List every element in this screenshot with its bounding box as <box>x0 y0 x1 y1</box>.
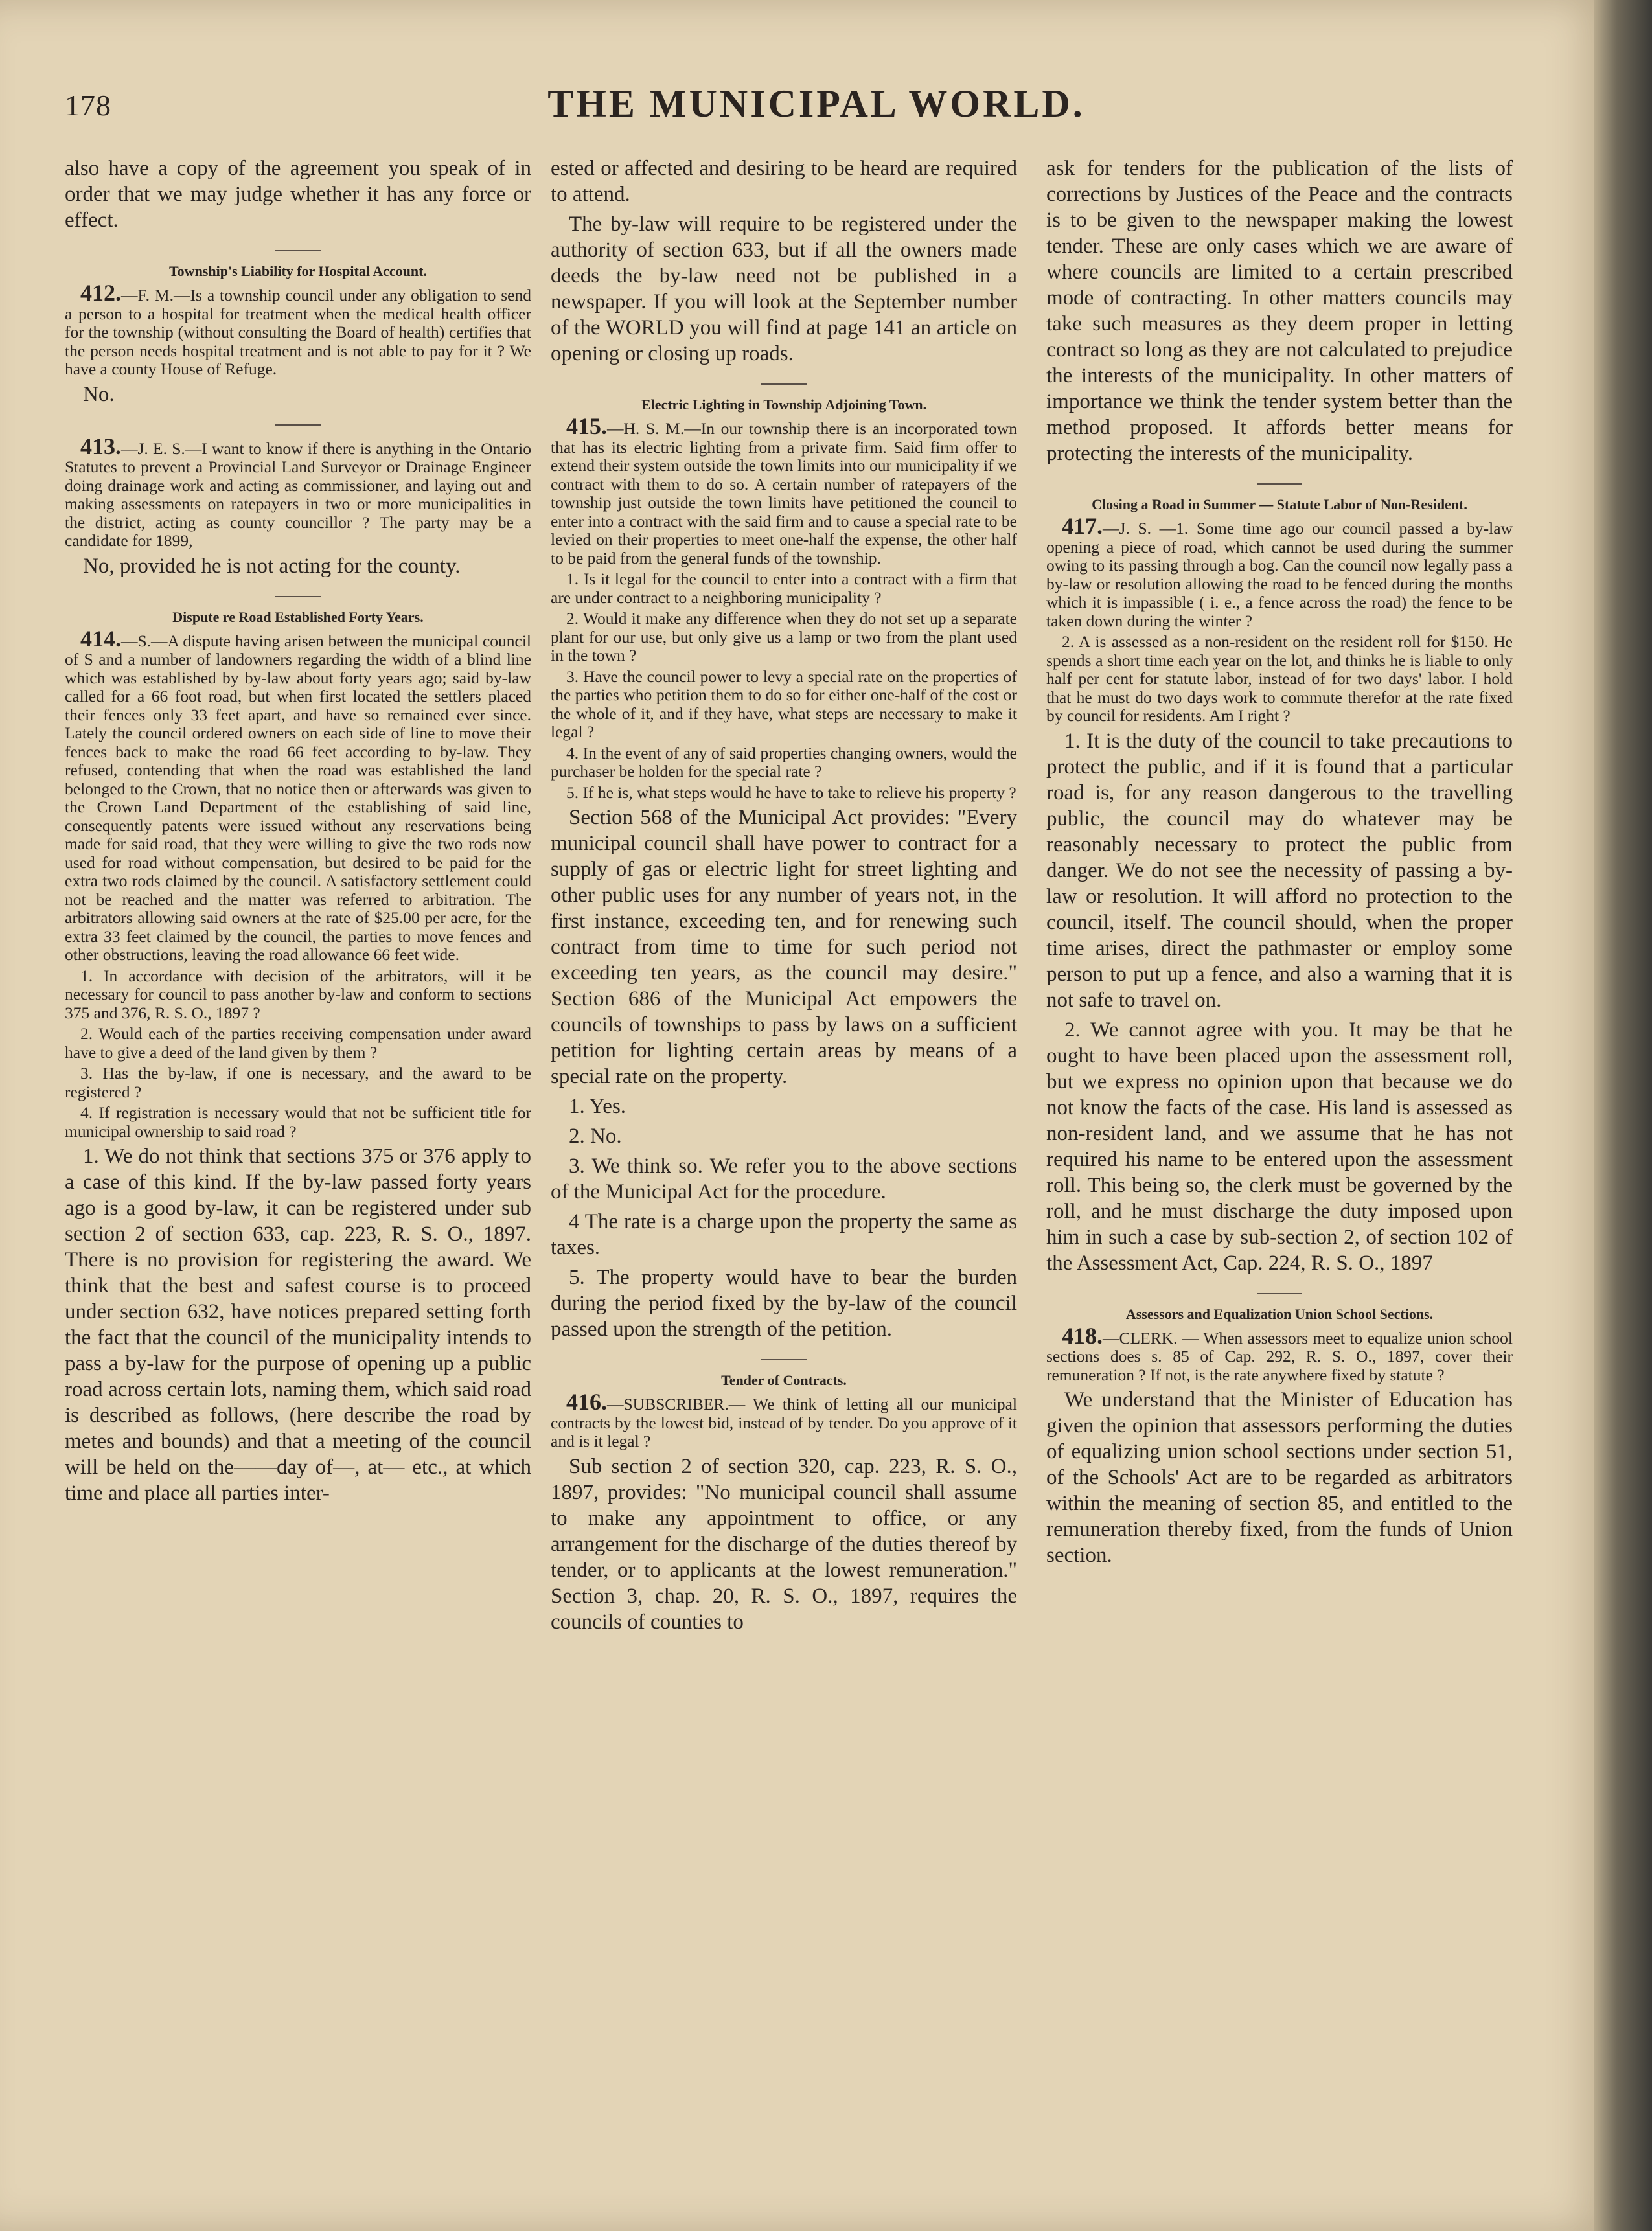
continued-paragraph: also have a copy of the agreement you speak of in order that we may judge whether it has any force or effect. <box>65 157 531 232</box>
divider <box>275 596 321 597</box>
divider <box>275 250 321 251</box>
question-414-part-1: 1. In accordance with decision of the arbitrators, will it be necessary for council to pass another by-law and conform to sections 375 and 376, R. S. O., 1897 ? <box>65 966 531 1022</box>
divider <box>761 383 807 385</box>
question-text: —J. E. S.—I want to know if there is anything in the Ontario Statutes to prevent a Provincial Land Surveyor or Drainage Engineer doing drainage work and acting as commissioner, and laying out and making assessments on ratepayers in two or more municipalities in the district, acting as county councillor ? The party may be a candidate for 1899, <box>65 439 531 550</box>
column-2 <box>551 155 1017 1639</box>
heading-414: Dispute re Road Established Forty Years. <box>172 608 424 625</box>
question-415 <box>551 413 1017 567</box>
answer-415-part-1: 1. Yes. <box>569 1095 626 1118</box>
answer-414-part-1: 1. We do not think that sections 375 or 376 apply to a case of this kind. If the by-law passed forty years ago is a good by-law, it can be registered under sub section 2 of section 633, cap. 223, R. S. O., 1897. There is no provision for registering the award. We think that the best and safest course is to proceed under section 632, have notices prepared setting forth the fact that the council of the municipality intends to pass a by-law for the purpose of opening up a public road across certain lots, naming them, which said road is described as follows, (here describe the road by metes and bounds) and that a meeting of the council will be held on the——day of—, at— etc., at which time and place all parties inter- <box>65 1145 531 1505</box>
question-text: —S.—A dispute having arisen between the municipal council of S and a number of landowners regarding the width of a blind line which was established by by-law about forty years ago; said by-law called for a 66 foot road, but when first located the settlers placed their fences only 33 feet apart, and have so remained ever since. Lately the council ordered owners on each side of line to move their fences back to make the road 66 feet according to by-law. They refused, contending that when the road was established the land belonged to the Crown, that no notice then or afterwards was given to the Crown Land Department of the establishing of said line, consequently patents were issued without any reservations being made for said road, that they were willing to give the two rods now used for road without compensation, but desired to be paid for the extra two rods claimed by the council. A satisfactory settlement could not be reached and the matter was referred to arbitration. The arbitrators allowing said owners at the rate of $25.00 per acre, for the extra 33 feet claimed by the council, the parties to move fences and other obstructions, leaving the road allowance 66 feet wide. <box>65 631 531 964</box>
answer-417-part-1: 1. It is the duty of the council to take precautions to protect the public, and if it is found that a particular road is, for any reason dangerous to the travelling public, the council may do whatever may be reasonably necessary to protect the public from danger. We do not see the necessity of passing a by-law or resolution. It will afford no protection to the council, itself. The council should, when the proper time arises, direct the pathmaster or employ some person to put up a fence, and also a warning that it is not safe to travel on. <box>1046 729 1513 1012</box>
answer-413: No, provided he is not acting for the county. <box>83 554 461 578</box>
divider <box>1257 483 1302 485</box>
question-414-part-3: 3. Has the by-law, if one is necessary, and the award to be registered ? <box>65 1064 531 1101</box>
question-text: —SUBSCRIBER.— We think of letting all our municipal contracts by the lowest bid, instead of by tender. Do you approve of it and is it legal ? <box>551 1395 1017 1450</box>
question-415-part-4: 4. In the event of any of said properties changing owners, would the purchaser be holden for the special rate ? <box>551 743 1017 781</box>
heading-418: Assessors and Equalization Union School Sections. <box>1125 1305 1434 1322</box>
heading-412: Township's Liability for Hospital Account. <box>169 263 427 279</box>
question-418 <box>1046 1322 1513 1385</box>
question-413 <box>65 433 531 551</box>
question-number: 416. <box>566 1389 607 1415</box>
journal-title: THE MUNICIPAL WORLD. <box>547 82 1085 125</box>
question-414-part-2: 2. Would each of the parties receiving compensation under award have to give a deed of the land given by them ? <box>65 1024 531 1062</box>
answer-417-part-2: 2. We cannot agree with you. It may be that he ought to have been placed upon the assessment roll, but we express no opinion upon that because we do not know the facts of the case. His land is assessed as non-resident land, and we assume that he has not required his name to be entered upon the assessment roll. This being so, the clerk must be governed by the roll, and he must discharge the duty imposed upon him in such a case by sub-section 2, of section 102 of the Assessment Act, Cap. 224, R. S. O., 1897 <box>1046 1018 1513 1275</box>
question-number: 413. <box>80 433 121 459</box>
question-text: —J. S. —1. Some time ago our council passed a by-law opening a piece of road, which cannot be used during the summer owing to its passing through a bog. Can the council now legally pass a by-law or resolution allowing the road to be fenced during the months which it is impassible ( i. e., a fence across the road) the fence to be taken down during the winter ? <box>1046 519 1513 630</box>
continued-paragraph: ested or affected and desiring to be heard are required to attend. <box>551 157 1017 206</box>
column-1 <box>65 155 531 1510</box>
answer-416: Sub section 2 of section 320, cap. 223, R. S. O., 1897, provides: "No municipal council shall assume to make any appointment to office, or any arrangement for the discharge of the duties thereof by tender, or to applicants at the lowest remuneration." Section 3, chap. 20, R. S. O., 1897, requires the councils of counties to <box>551 1454 1017 1634</box>
question-415-part-5: 5. If he is, what steps would he have to take to relieve his property ? <box>566 783 1016 802</box>
question-text: —F. M.—Is a township council under any obligation to send a person to a hospital for treatment when the medical health officer for the township (without consulting the Board of health) certifies that the person needs hospital treatment and is not able to pay for it ? We have a county House of Refuge. <box>65 286 531 378</box>
question-414 <box>65 625 531 965</box>
question-number: 417. <box>1062 513 1103 539</box>
question-414-part-4: 4. If registration is necessary would that not be sufficient title for municipal ownership to said road ? <box>65 1103 531 1141</box>
question-number: 415. <box>566 413 607 439</box>
heading-417: Closing a Road in Summer — Statute Labor of Non-Resident. <box>1092 496 1467 512</box>
book-binding <box>1594 0 1652 2231</box>
question-415-part-2: 2. Would it make any difference when they do not set up a separate plant for our use, but only give us a lamp or two from the plant used in the town ? <box>551 609 1017 665</box>
continued-paragraph: ask for tenders for the publication of the lists of corrections by Justices of the Peace and the contracts is to be given to the newspaper making the lowest tender. These are only cases which we are aware of where councils are limited to a certain prescribed mode of contracting. In other matters councils may take such measures as they deem proper in letting contract so long as they are not calculated to prejudice the interests of the municipality. In other matters of importance we think the tender system better than the method proposed. It affords better means for protecting the interests of the municipality. <box>1046 157 1513 465</box>
divider <box>761 1359 807 1360</box>
answer-415-part-3: 3. We think so. We refer you to the above sections of the Municipal Act for the procedure. <box>551 1154 1017 1204</box>
answer-415-part-5: 5. The property would have to bear the burden during the period fixed by the by-law of the council passed upon the strength of the petition. <box>551 1266 1017 1341</box>
answer-415: Section 568 of the Municipal Act provides: "Every municipal council shall have power to contract for a supply of gas or electric light for street lighting and other public uses for any number of years not, in the first instance, exceeding ten, and for renewing such contract from time to time for such period not exceeding ten years, as the council may desire." Section 686 of the Municipal Act empowers the councils of townships to pass by laws on a sufficient petition for lighting certain areas by means of a special rate on the property. <box>551 806 1017 1088</box>
question-number: 412. <box>80 280 121 306</box>
answer-412: No. <box>83 382 115 406</box>
answer-414-continued: The by-law will require to be registered under the authority of section 633, but if all the owners made deeds the by-law need not be published in a newspaper. If you will look at the September number of the WORLD you will find at page 141 an article on opening or closing up roads. <box>551 212 1017 365</box>
heading-416: Tender of Contracts. <box>721 1372 847 1388</box>
question-text: —H. S. M.—In our township there is an incorporated town that has its electric lighting from a private firm. Said firm offer to extend their system outside the town limits into our municipality if we contract with them to do so. A certain number of ratepayers of the township just outside the town limits have petitioned the council to enter into a contract with the said firm and to cause a special rate to be levied on their properties to meet one-half the expense, the other half to be paid from the general funds of the township. <box>551 419 1017 567</box>
page-header <box>65 76 1568 135</box>
question-text: —CLERK. — When assessors meet to equalize union school sections does s. 85 of Cap. 292, R. S. O., 1897, cover their remuneration ? If not, is the rate anywhere fixed by statute ? <box>1046 1328 1513 1384</box>
divider <box>1257 1293 1302 1294</box>
question-415-part-1: 1. Is it legal for the council to enter into a contract with a firm that are under contract to a neighboring municipality ? <box>551 569 1017 607</box>
question-416 <box>551 1389 1017 1451</box>
question-415-part-3: 3. Have the council power to levy a special rate on the properties of the parties who petition them to do so for either one-half of the cost or the whole of it, and if they have, what steps are necessary to make it legal ? <box>551 667 1017 741</box>
answer-418: We understand that the Minister of Education has given the opinion that assessors performing the duties of equalizing union school sections under section 51, of the Schools' Act are to be regarded as arbitrators within the meaning of section 85, and entitled to the remuneration thereby fixed, from the funds of Union section. <box>1046 1388 1513 1567</box>
heading-415: Electric Lighting in Township Adjoining Town. <box>641 396 927 413</box>
page-number: 178 <box>65 89 111 122</box>
divider <box>275 424 321 426</box>
question-number: 418. <box>1062 1322 1103 1349</box>
question-number: 414. <box>80 625 121 652</box>
answer-415-part-2: 2. No. <box>569 1125 622 1148</box>
question-417 <box>1046 513 1513 630</box>
question-417-part-2: 2. A is assessed as a non-resident on the resident roll for $150. He spends a short time each year on the lot, and thinks he is liable to only half per cent for statute labor, instead of for two days' labor. I hold that he must do two days work to commute therefor at the rate fixed by council for residents. Am I right ? <box>1046 632 1513 725</box>
question-412 <box>65 280 531 379</box>
column-3 <box>1046 155 1513 1572</box>
answer-415-part-4: 4 The rate is a charge upon the property the same as taxes. <box>551 1210 1017 1259</box>
